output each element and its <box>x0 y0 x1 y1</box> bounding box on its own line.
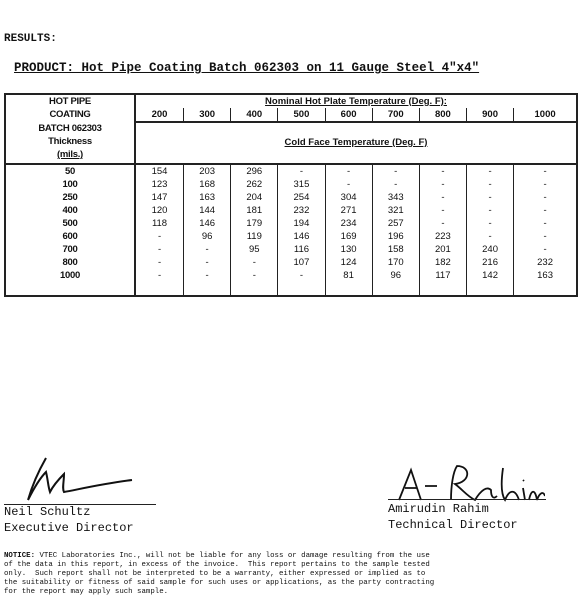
table-row <box>5 164 577 178</box>
thickness-cell: 1000 <box>5 269 135 282</box>
value-cell: 321 <box>372 204 419 217</box>
temp-header-2: 400 <box>231 108 278 122</box>
value-cell: - <box>135 243 184 256</box>
value-cell: 315 <box>278 178 325 191</box>
value-cell: - <box>325 164 372 178</box>
value-cell: 254 <box>278 191 325 204</box>
value-cell: 257 <box>372 217 419 230</box>
value-cell: 81 <box>325 269 372 282</box>
table-row <box>5 256 577 269</box>
value-cell: 304 <box>325 191 372 204</box>
value-cell: - <box>466 217 513 230</box>
value-cell: 203 <box>184 164 231 178</box>
spacer-cell <box>372 282 419 296</box>
value-cell: 343 <box>372 191 419 204</box>
thickness-cell: 250 <box>5 191 135 204</box>
value-cell: 146 <box>278 230 325 243</box>
thickness-cell: 700 <box>5 243 135 256</box>
value-cell: 296 <box>231 164 278 178</box>
value-cell: - <box>466 164 513 178</box>
value-cell: - <box>419 204 466 217</box>
table-spacer-row <box>5 282 577 296</box>
value-cell: 107 <box>278 256 325 269</box>
spacer-cell <box>419 282 466 296</box>
legal-notice: NOTICE: VTEC Laboratories Inc., will not be liable for any loss or damage resulting from the use of the data in this report, in excess of the invoice. This report pertains to the sample tested only. Such report shall not be interpreted to be a warranty, either expressed or implied as to the suitability or fitness of said sample for such uses or applications, as the party contracting for the report may apply such sample. <box>4 552 435 596</box>
value-cell: 124 <box>325 256 372 269</box>
value-cell: 123 <box>135 178 184 191</box>
value-cell: 182 <box>419 256 466 269</box>
spacer-cell <box>184 282 231 296</box>
value-cell: 96 <box>184 230 231 243</box>
value-cell: 163 <box>514 269 577 282</box>
left-header-line-2: COATING <box>5 108 135 122</box>
value-cell: - <box>466 230 513 243</box>
product-title: PRODUCT: Hot Pipe Coating Batch 062303 on 11 Gauge Steel 4"x4" <box>14 61 480 75</box>
value-cell: - <box>184 243 231 256</box>
temp-header-8: 1000 <box>514 108 577 122</box>
value-cell: 232 <box>278 204 325 217</box>
value-cell: - <box>419 178 466 191</box>
value-cell: - <box>419 191 466 204</box>
temp-header-7: 900 <box>466 108 513 122</box>
value-cell: 147 <box>135 191 184 204</box>
table-row <box>5 230 577 243</box>
temp-header-5: 700 <box>372 108 419 122</box>
value-cell: 271 <box>325 204 372 217</box>
value-cell: - <box>325 178 372 191</box>
signature-rahim-image <box>395 460 545 504</box>
table-row <box>5 243 577 256</box>
value-cell: - <box>514 243 577 256</box>
value-cell: 146 <box>184 217 231 230</box>
value-cell: 120 <box>135 204 184 217</box>
signature-schultz-image <box>8 450 138 502</box>
value-cell: 223 <box>419 230 466 243</box>
value-cell: - <box>419 217 466 230</box>
spacer-cell <box>231 282 278 296</box>
value-cell: - <box>514 230 577 243</box>
value-cell: 168 <box>184 178 231 191</box>
value-cell: 262 <box>231 178 278 191</box>
value-cell: 154 <box>135 164 184 178</box>
value-cell: - <box>231 256 278 269</box>
signature-line-right <box>388 499 546 500</box>
value-cell: 204 <box>231 191 278 204</box>
table-row <box>5 204 577 217</box>
signer-right-title: Technical Director <box>388 518 518 532</box>
value-cell: 118 <box>135 217 184 230</box>
temp-header-4: 600 <box>325 108 372 122</box>
value-cell: - <box>135 256 184 269</box>
spacer-cell <box>278 282 325 296</box>
value-cell: 232 <box>514 256 577 269</box>
value-cell: 170 <box>372 256 419 269</box>
temp-header-3: 500 <box>278 108 325 122</box>
value-cell: - <box>466 191 513 204</box>
value-cell: 142 <box>466 269 513 282</box>
value-cell: 216 <box>466 256 513 269</box>
table-row <box>5 217 577 230</box>
value-cell: 116 <box>278 243 325 256</box>
value-cell: - <box>419 164 466 178</box>
value-cell: - <box>372 178 419 191</box>
spacer-cell <box>325 282 372 296</box>
spacer-cell <box>5 282 135 296</box>
value-cell: - <box>514 178 577 191</box>
signer-left-name: Neil Schultz <box>4 505 91 519</box>
table-row <box>5 178 577 191</box>
value-cell: 201 <box>419 243 466 256</box>
value-cell: 144 <box>184 204 231 217</box>
thickness-cell: 400 <box>5 204 135 217</box>
results-table <box>4 93 578 297</box>
value-cell: 169 <box>325 230 372 243</box>
value-cell: 95 <box>231 243 278 256</box>
value-cell: 240 <box>466 243 513 256</box>
value-cell: 119 <box>231 230 278 243</box>
value-cell: - <box>278 164 325 178</box>
value-cell: - <box>184 269 231 282</box>
value-cell: - <box>514 164 577 178</box>
value-cell: - <box>184 256 231 269</box>
left-header-block: BATCH 062303 Thickness (mils.) <box>5 122 135 164</box>
table-row <box>5 269 577 282</box>
value-cell: 117 <box>419 269 466 282</box>
value-cell: - <box>514 204 577 217</box>
value-cell: 158 <box>372 243 419 256</box>
value-cell: 96 <box>372 269 419 282</box>
value-cell: 181 <box>231 204 278 217</box>
value-cell: - <box>135 230 184 243</box>
temp-header-0: 200 <box>135 108 184 122</box>
nominal-temp-label: Nominal Hot Plate Temperature (Deg. F): <box>135 94 577 108</box>
signer-right-name: Amirudin Rahim <box>388 502 489 516</box>
thickness-cell: 600 <box>5 230 135 243</box>
value-cell: - <box>135 269 184 282</box>
signer-left-title: Executive Director <box>4 521 134 535</box>
value-cell: 130 <box>325 243 372 256</box>
left-header-line-1: HOT PIPE <box>5 94 135 108</box>
cold-face-label: Cold Face Temperature (Deg. F) <box>135 122 577 164</box>
thickness-cell: 100 <box>5 178 135 191</box>
value-cell: 234 <box>325 217 372 230</box>
table-row <box>5 191 577 204</box>
thickness-cell: 50 <box>5 164 135 178</box>
value-cell: 196 <box>372 230 419 243</box>
value-cell: - <box>514 217 577 230</box>
value-cell: - <box>466 178 513 191</box>
temp-header-6: 800 <box>419 108 466 122</box>
value-cell: - <box>466 204 513 217</box>
value-cell: - <box>514 191 577 204</box>
results-heading: RESULTS: <box>4 33 57 45</box>
thickness-cell: 500 <box>5 217 135 230</box>
spacer-cell <box>514 282 577 296</box>
value-cell: - <box>231 269 278 282</box>
temp-header-1: 300 <box>184 108 231 122</box>
value-cell: - <box>372 164 419 178</box>
spacer-cell <box>466 282 513 296</box>
value-cell: 194 <box>278 217 325 230</box>
value-cell: 163 <box>184 191 231 204</box>
thickness-cell: 800 <box>5 256 135 269</box>
spacer-cell <box>135 282 184 296</box>
value-cell: - <box>278 269 325 282</box>
value-cell: 179 <box>231 217 278 230</box>
